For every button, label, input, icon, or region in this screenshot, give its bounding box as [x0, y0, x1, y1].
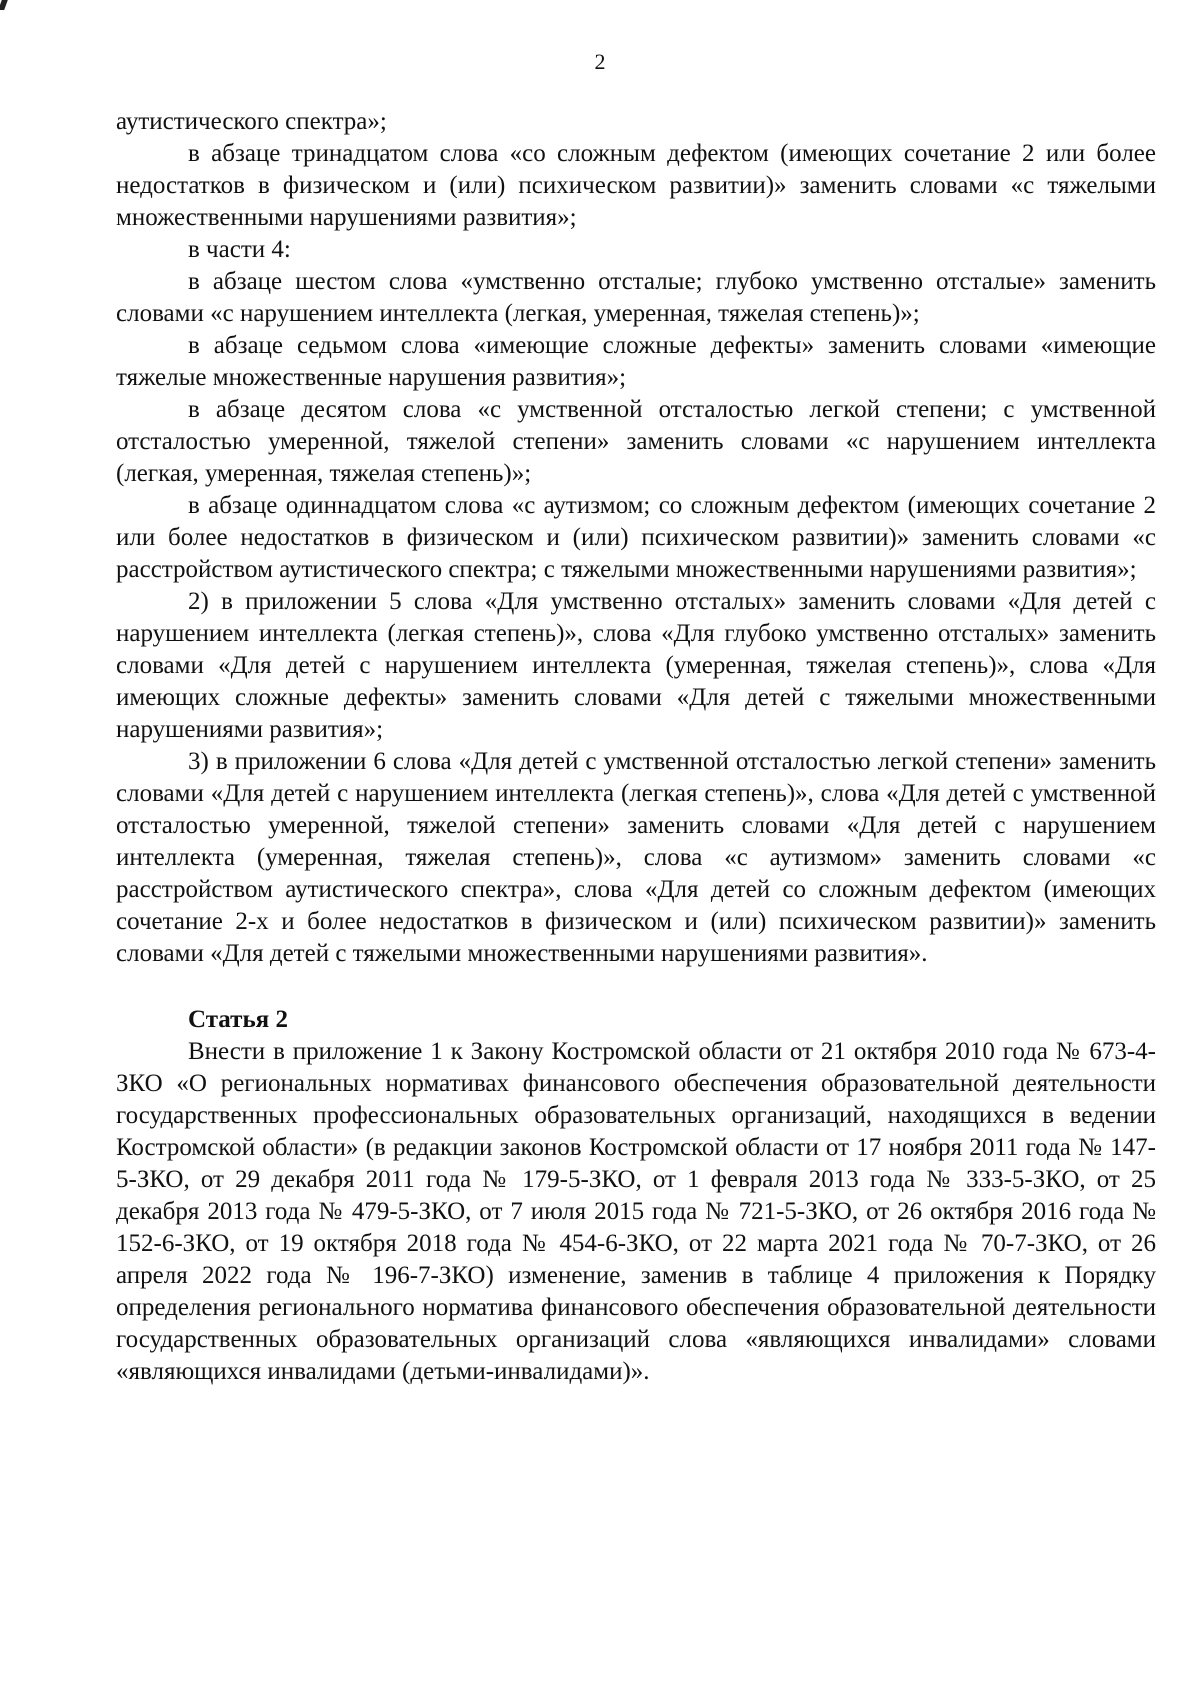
- paragraph: 2) в приложении 5 слова «Для умственно отсталых» заменить словами «Для детей с нарушением интеллекта (легкая степень)», слова «Для глубоко умственно отсталых» заменить словами «Для детей с нарушением интеллекта (умеренная, тяжелая степень)», слова «Для имеющих сложные дефекты» заменить словами «Для детей с тяжелыми множественными нарушениями развития»;: [116, 588, 1156, 743]
- page-number: 2: [594, 49, 606, 74]
- document-body: [116, 106, 1156, 1388]
- paragraph: в абзаце тринадцатом слова «со сложным дефектом (имеющих сочетание 2 или более недостатков в физическом и (или) психическом развитии)» заменить словами «с тяжелыми множественными нарушениями развития»;: [116, 140, 1156, 231]
- section-gap: [116, 970, 1156, 1004]
- article-paragraph: Внести в приложение 1 к Закону Костромской области от 21 октября 2010 года № 673-4-ЗКО «О региональных нормативах финансового обеспечения образовательной деятельности государственных профессиональных образовательных организаций, находящихся в ведении Костромской области» (в редакции законов Костромской области от 17 ноября 2011 года № 147-5-ЗКО, от 29 декабря 2011 года № 179-5-ЗКО, от 1 февраля 2013 года № 333-5-ЗКО, от 25 декабря 2013 года № 479-5-ЗКО, от 7 июля 2015 года № 721-5-ЗКО, от 26 октября 2016 года № 152-6-ЗКО, от 19 октября 2018 года № 454-6-ЗКО, от 22 марта 2021 года № 70-7-ЗКО, от 26 апреля 2022 года № 196-7-ЗКО) изменение, заменив в таблице 4 приложения к Порядку определения регионального норматива финансового обеспечения образовательной деятельности государственных образовательных организаций слова «являющихся инвалидами» словами «являющихся инвалидами (детьми-инвалидами)».: [116, 1038, 1156, 1385]
- paragraph: в абзаце шестом слова «умственно отсталые; глубоко умственно отсталые» заменить словами «с нарушением интеллекта (легкая, умеренная, тяжелая степень)»;: [116, 268, 1156, 327]
- scan-artifact: [0, 0, 8, 10]
- article-heading: Статья 2: [188, 1006, 288, 1033]
- paragraph: в абзаце десятом слова «с умственной отсталостью легкой степени; с умственной отсталостью умеренной, тяжелой степени» заменить словами «с нарушением интеллекта (легкая, умеренная, тяжелая степень)»;: [116, 396, 1156, 487]
- paragraph: аутистического спектра»;: [116, 108, 387, 135]
- paragraph: 3) в приложении 6 слова «Для детей с умственной отсталостью легкой степени» заменить словами «Для детей с нарушением интеллекта (легкая степень)», слова «Для детей с умственной отсталостью умеренной, тяжелой степени» заменить словами «Для детей с нарушением интеллекта (умеренная, тяжелая степень)», слова «с аутизмом» заменить словами «с расстройством аутистического спектра», слова «Для детей со сложным дефектом (имеющих сочетание 2-х и более недостатков в физическом и (или) психическом развитии)» заменить словами «Для детей с тяжелыми множественными нарушениями развития».: [116, 748, 1156, 967]
- paragraph: в абзаце одиннадцатом слова «с аутизмом; со сложным дефектом (имеющих сочетание 2 или более недостатков в физическом и (или) психическом развитии)» заменить словами «с расстройством аутистического спектра; с тяжелыми множественными нарушениями развития»;: [116, 492, 1156, 583]
- paragraph: в части 4:: [188, 236, 291, 263]
- paragraph: в абзаце седьмом слова «имеющие сложные дефекты» заменить словами «имеющие тяжелые множественные нарушения развития»;: [116, 332, 1156, 391]
